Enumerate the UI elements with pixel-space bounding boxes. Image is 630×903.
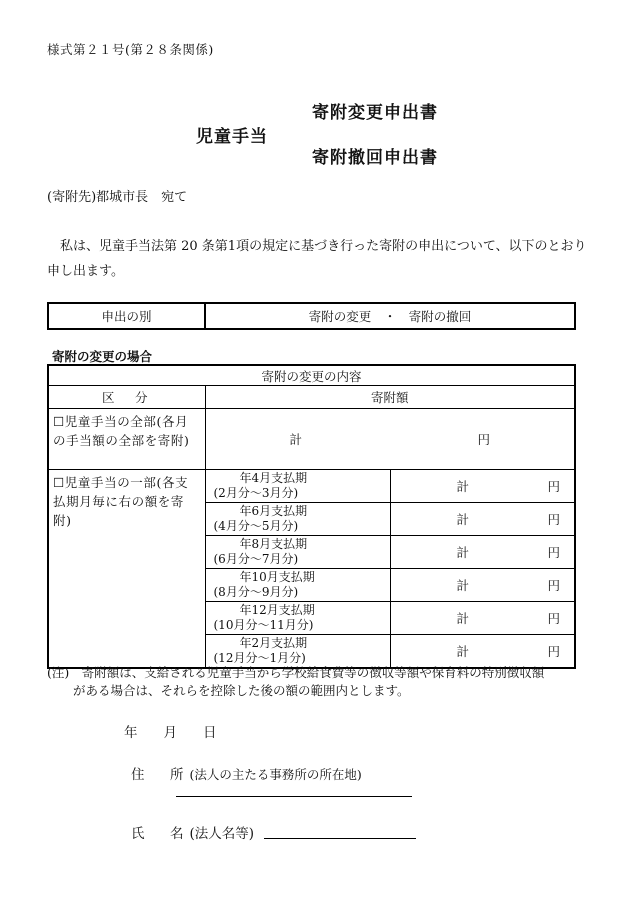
footnote-line1: (注) 寄附額は、支給される児童手当から学校給食費等の徴収等額や保育料の特別徴収額 xyxy=(47,665,545,680)
period-amount-field[interactable]: 計 円 xyxy=(390,635,575,669)
date-year: 年 xyxy=(124,725,138,741)
period-amount-field[interactable]: 計 円 xyxy=(390,470,575,503)
period-amount-field[interactable]: 計 円 xyxy=(390,569,575,602)
page-title: 児童手当 xyxy=(196,127,268,147)
address-label: 住 所(法人の主たる事務所の所在地) xyxy=(131,767,362,783)
address-input-line[interactable] xyxy=(176,796,412,797)
form-number: 様式第２１号(第２８条関係) xyxy=(47,42,214,57)
addressee: (寄附先)都城市長 宛て xyxy=(47,190,188,205)
change-section-label: 寄附の変更の場合 xyxy=(52,349,153,364)
name-input-line[interactable] xyxy=(264,838,416,839)
request-type-value[interactable]: 寄附の変更 ・ 寄附の撤回 xyxy=(205,303,575,329)
title-option-change: 寄附変更申出書 xyxy=(312,103,438,123)
period-amount-field[interactable]: 計 円 xyxy=(390,536,575,569)
intro-text: 私は、児童手当法第 20 条第1項の規定に基づき行った寄附の申出について、以下のとおり申し出ます。 xyxy=(47,239,587,279)
col-category-header: 区 分 xyxy=(48,386,205,409)
footnote xyxy=(47,664,592,700)
period-label: 年12月支払期 (10月分～11月分) xyxy=(205,602,390,635)
change-content-table xyxy=(47,364,576,669)
date-day: 日 xyxy=(203,725,217,741)
footnote-line2: がある場合は、それらを控除した後の額の範囲内とします。 xyxy=(73,683,410,698)
col-amount-header: 寄附額 xyxy=(205,386,575,409)
request-type-label: 申出の別 xyxy=(48,303,205,329)
option-part-checkbox[interactable]: ☐児童手当の一部(各支払期月毎に右の額を寄附) xyxy=(48,470,205,669)
table-title: 寄附の変更の内容 xyxy=(48,365,575,386)
period-label: 年10月支払期 (8月分～9月分) xyxy=(205,569,390,602)
period-amount-field[interactable]: 計 円 xyxy=(390,602,575,635)
total-amount-all[interactable] xyxy=(205,409,575,470)
yen-label: 円 xyxy=(477,432,490,447)
date-field[interactable] xyxy=(124,721,243,741)
date-month: 月 xyxy=(163,725,177,741)
total-label: 計 xyxy=(289,432,303,447)
period-label: 年8月支払期 (6月分～7月分) xyxy=(205,536,390,569)
option-all-checkbox[interactable]: ☐児童手当の全部(各月の手当額の全部を寄附) xyxy=(48,409,205,470)
period-amount-field[interactable]: 計 円 xyxy=(390,503,575,536)
period-label: 年4月支払期 (2月分～3月分) xyxy=(205,470,390,503)
period-label: 年2月支払期 (12月分～1月分) xyxy=(205,635,390,669)
period-label: 年6月支払期 (4月分～5月分) xyxy=(205,503,390,536)
name-label: 氏 名(法人名等) xyxy=(131,826,255,842)
request-type-table xyxy=(47,302,576,330)
title-option-withdraw: 寄附撤回申出書 xyxy=(312,148,438,168)
